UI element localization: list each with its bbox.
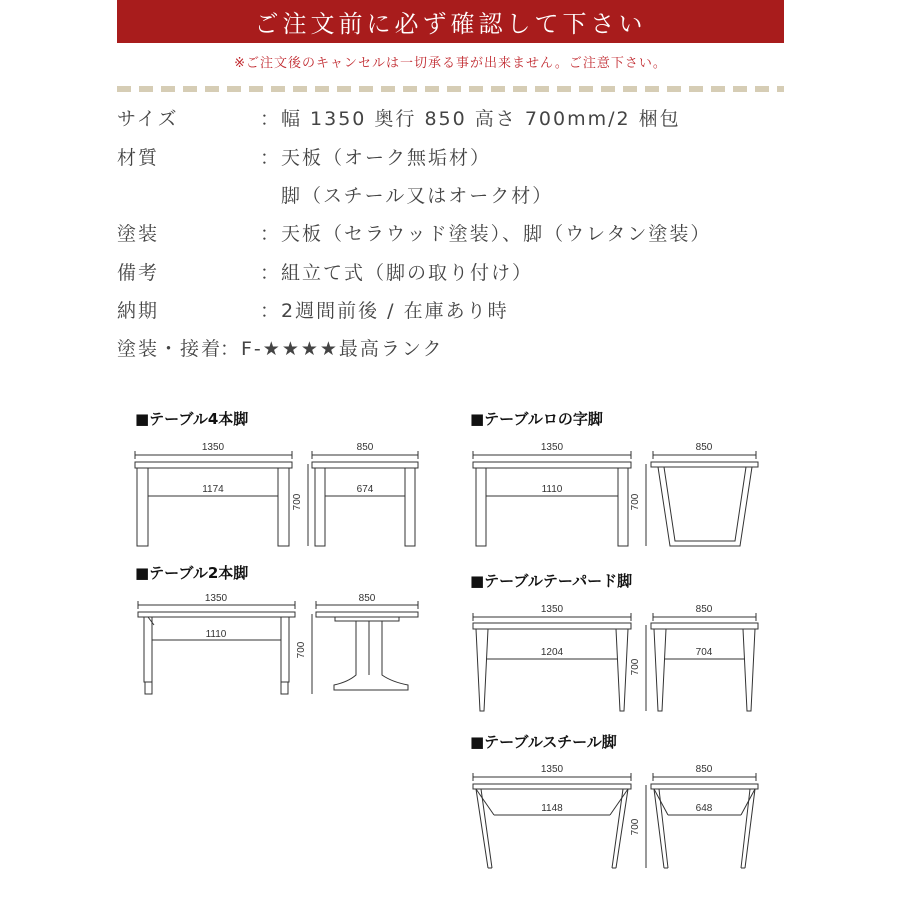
steel-leg-height: 700 xyxy=(630,818,641,836)
taper-leg-inner-width: 1204 xyxy=(540,647,564,658)
steel-leg-depth: 850 xyxy=(695,765,713,775)
four-leg-diagram xyxy=(130,438,430,553)
spec-value: 脚（スチール又はオーク材） xyxy=(260,185,554,207)
spec-label: サイズ xyxy=(117,108,179,130)
dashed-divider xyxy=(117,86,784,92)
cancel-notice: ※ご注文後のキャンセルは一切承る事が出来ません。ご注意下さい。 xyxy=(234,56,667,71)
steel-leg-inner-width: 1148 xyxy=(541,803,563,814)
steel-leg-title: ■テーブルスチール脚 xyxy=(470,733,617,751)
ro-leg-title: ■テーブルロの字脚 xyxy=(470,410,603,428)
ro-leg-inner-width: 1110 xyxy=(541,484,563,495)
spec-label: 塗装・接着 xyxy=(117,338,223,360)
two-leg-height: 700 xyxy=(296,641,307,659)
two-leg-title: ■テーブル2本脚 xyxy=(135,564,249,582)
two-leg-depth: 850 xyxy=(358,593,376,604)
spec-value: ：天板（セラウッド塗装）、脚（ウレタン塗装） xyxy=(260,223,712,245)
two-leg-diagram xyxy=(130,590,430,705)
spec-value: ：F-★★★★最高ランク xyxy=(220,338,444,360)
four-leg-inner-width: 1174 xyxy=(202,484,224,495)
spec-value: ：幅 1350 奥行 850 高さ 700mm/2 梱包 xyxy=(260,108,681,130)
taper-leg-width: 1350 xyxy=(540,604,564,615)
spec-label: 塗装 xyxy=(117,223,160,245)
ro-leg-width: 1350 xyxy=(540,442,564,453)
spec-label: 材質 xyxy=(117,147,160,169)
ro-leg-depth: 850 xyxy=(695,442,713,453)
taper-leg-diagram xyxy=(468,603,768,718)
two-leg-inner-width: 1110 xyxy=(205,629,227,640)
taper-leg-title: ■テーブルテーパード脚 xyxy=(470,572,633,590)
taper-leg-height: 700 xyxy=(630,658,641,676)
notice-banner xyxy=(117,0,784,43)
banner-text: ご注文前に必ず確認して下さい xyxy=(254,10,647,38)
taper-leg-depth: 850 xyxy=(695,604,713,615)
taper-leg-inner-depth: 704 xyxy=(695,647,713,658)
spec-label: 備考 xyxy=(117,262,160,284)
ro-leg-diagram xyxy=(468,438,768,553)
spec-label: 納期 xyxy=(117,300,160,322)
spec-value: ：天板（オーク無垢材） xyxy=(260,147,492,169)
steel-leg-diagram xyxy=(468,765,768,880)
four-leg-depth: 850 xyxy=(356,442,374,453)
four-leg-width: 1350 xyxy=(201,442,225,453)
four-leg-title: ■テーブル4本脚 xyxy=(135,410,249,428)
steel-leg-inner-depth: 648 xyxy=(695,803,713,814)
steel-leg-width: 1350 xyxy=(540,765,564,775)
spec-value: ：2週間前後 / 在庫あり時 xyxy=(260,300,509,322)
ro-leg-height: 700 xyxy=(630,493,641,511)
four-leg-height: 700 xyxy=(292,493,303,511)
spec-value: ：組立て式（脚の取り付け） xyxy=(260,262,534,284)
four-leg-inner-depth: 674 xyxy=(356,484,374,495)
two-leg-width: 1350 xyxy=(204,593,228,604)
